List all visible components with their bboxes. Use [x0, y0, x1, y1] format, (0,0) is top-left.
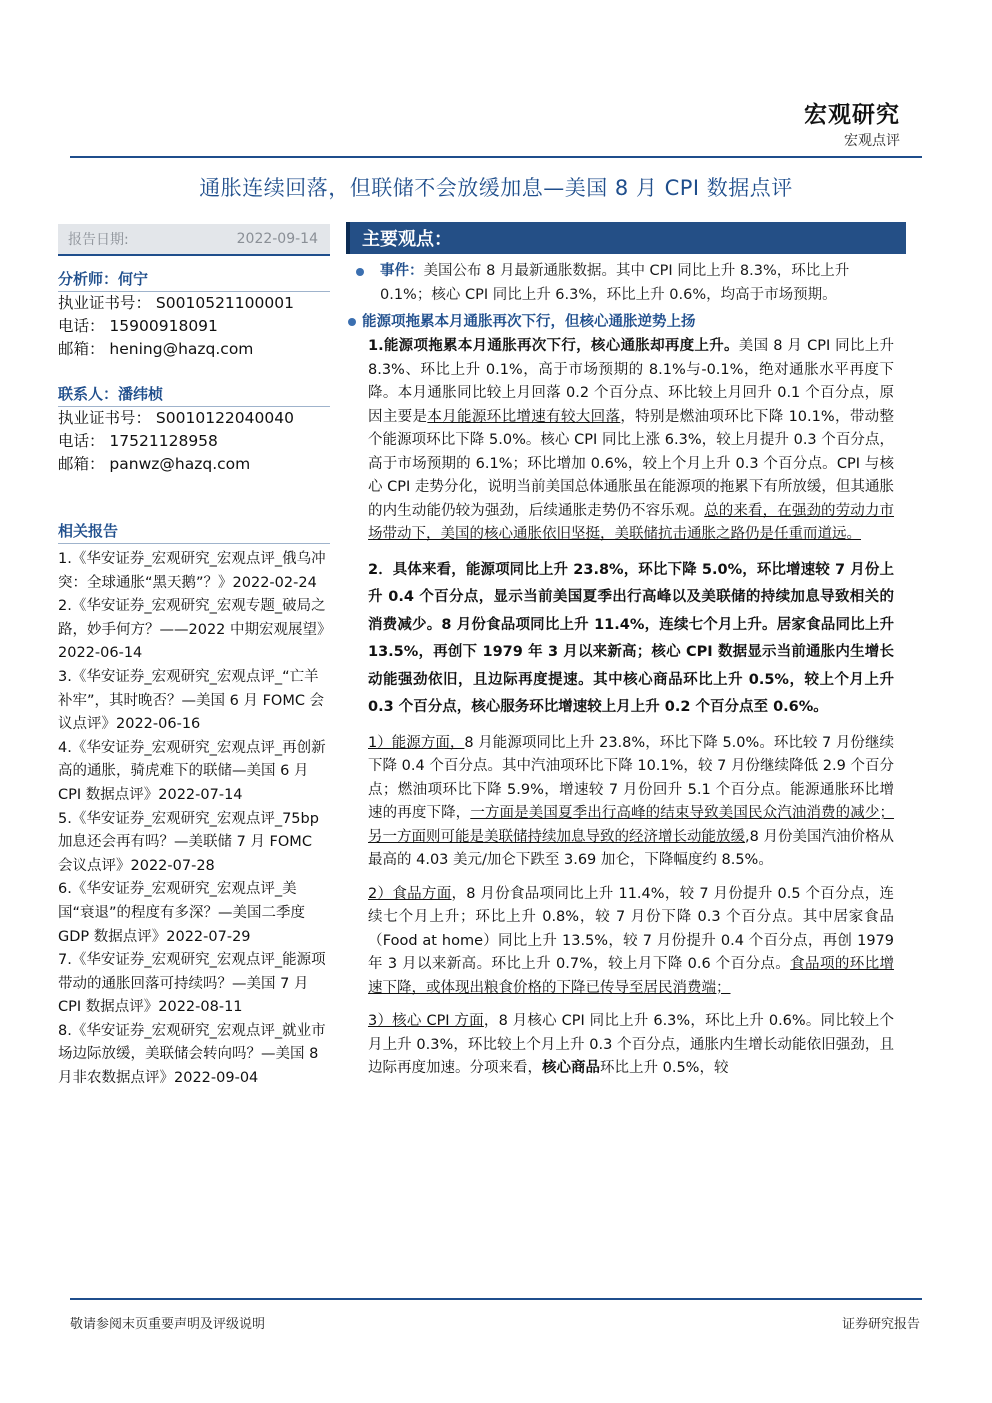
energy-text-a: 8 月能源项同比上升 23.8%，环比下降 5.0%。环比较 7 月份继续下降 0.4 个百分点。其中汽油项环比下降 10.1%，较 7 月份继续降低 2.9 个百分点；燃油项环比下降 5.9%，增速较 7 月份回升 5.1 个百分点。能源通胀环比增速的再度下降， — [368, 734, 894, 821]
contact-block — [58, 383, 330, 476]
header-rule — [70, 156, 922, 158]
related-item[interactable]: 8.《华安证券_宏观研究_宏观点评_就业市场边际放缓，美联储会转向吗？—美国 8 月非农数据点评》2022-09-04 — [58, 1022, 326, 1087]
event-text: 美国公布 8 月最新通胀数据。其中 CPI 同比上升 8.3%，环比上升 0.1%；核心 CPI 同比上升 6.3%，环比上升 0.6%，均高于市场预期。 — [380, 263, 850, 303]
paragraph-core-cpi — [346, 1010, 906, 1081]
section-heading-text: 能源项拖累本月通胀再次下行，但核心通胀逆势上扬 — [362, 314, 696, 330]
main-content — [346, 222, 906, 1081]
related-item[interactable]: 4.《华安证券_宏观研究_宏观点评_再创新高的通胀，骑虎难下的联储—美国 6 月 CPI 数据点评》2022-07-14 — [58, 739, 326, 803]
contact-head: 联系人：潘纬桢 — [58, 383, 330, 407]
core-bold: 核心商品 — [542, 1060, 600, 1076]
related-item[interactable]: 2.《华安证券_宏观研究_宏观专题_破局之路，妙手何方？——2022 中期宏观展望》2022-06-14 — [58, 598, 326, 662]
food-label: 2）食品方面 — [368, 885, 452, 902]
bullet-dot-icon — [356, 268, 364, 276]
paragraph-1 — [346, 335, 906, 547]
header-subtitle: 宏观点评 — [844, 133, 900, 149]
contact-cert: 执业证书号： S0010122040040 — [58, 409, 294, 427]
p1-text-b: ，特别是燃油项环比下降 10.1%，带动整个能源项环比下降 5.0%。核心 CPI 同比上涨 6.3%，较上月提升 0.3 个百分点，高于市场预期的 6.1%；环比增加 0.6%，较上个月上升 0.3 个百分点。CPI 与核心 CPI 走势分化，说明当前美国总体通胀虽在能源项的拖累下有所放缓，但其通胀的内生动能仍较为强劲，后续通胀走势仍不容乐观。 — [368, 408, 895, 519]
related-head: 相关报告 — [58, 520, 330, 544]
core-label: 3）核心 CPI 方面 — [368, 1013, 484, 1029]
analyst-phone: 电话： 15900918091 — [58, 317, 218, 335]
related-item[interactable]: 3.《华安证券_宏观研究_宏观点评_“亡羊补牢”，其时晚否？—美国 6 月 FOMC 会议点评》2022-06-16 — [58, 668, 325, 733]
analyst-block — [58, 268, 330, 361]
footer-rule — [70, 1298, 922, 1300]
section-heading — [346, 311, 906, 333]
p1-underline-1: 本月能源环比增速有较大回落 — [427, 408, 621, 425]
contact-phone: 电话： 17521128958 — [58, 432, 218, 450]
document-title: 通胀连续回落，但联储不会放缓加息—美国 8 月 CPI 数据点评 — [199, 176, 793, 200]
bullet-dot-icon — [348, 318, 356, 326]
energy-label: 1）能源方面， — [368, 734, 465, 751]
report-date-value: 2022-09-14 — [236, 231, 318, 247]
report-date-bar — [58, 224, 330, 256]
contact-email: 邮箱： panwz@hazq.com — [58, 455, 251, 473]
event-bullet — [346, 260, 906, 307]
p1-lead: 1.能源项拖累本月通胀再次下行，核心通胀却再度上升。 — [368, 338, 739, 354]
main-points-bar: 主要观点： — [346, 222, 906, 254]
footer-report-type: 证券研究报告 — [841, 1317, 920, 1332]
food-underline: 食品项的环比增速下降，或体现出粮食价格的下降已传导至居民消费端； — [368, 956, 895, 996]
energy-underline: 一方面是美国夏季出行高峰的结束导致美国民众汽油消费的减少；另一方面则可能是美联储持续加息导致的经济增长动能放缓 — [368, 805, 895, 845]
p1-text-a: 美国 8 月 CPI 同比上升 8.3%、环比上升 0.1%，高于市场预期的 8.1%与-0.1%，绝对通胀水平再度下降。本月通胀同比较上月回落 0.2 个百分点、环比较上月回升 0.1 个百分点，原因主要是 — [368, 338, 894, 425]
related-list — [58, 548, 330, 1091]
header-title: 宏观研究 — [804, 101, 900, 128]
food-text-a: ，8 月份食品项同比上升 11.4%，较 7 月份提升 0.5 个百分点，连续七个月上升；环比上升 0.8%，较 7 月份下降 0.3 个百分点。其中居家食品（Food at home）同比上升 13.5%，较 7 月份提升 0.4 个百分点，再创 1979 年 3 月以来新高。环比上升 0.7%，较上月下降 0.6 个百分点。 — [368, 885, 894, 972]
analyst-cert: 执业证书号： S0010521100001 — [58, 294, 294, 312]
paragraph-2: 2．具体来看，能源项同比上升 23.8%，环比下降 5.0%，环比增速较 7 月份上升 0.4 个百分点，显示当前美国夏季出行高峰以及美联储的持续加息导致相关的消费减少。8 月份食品项同比上升 11.4%，连续七个月上升。居家食品同比上升 13.5%，再创下 1979 年 3 月以来新高；核心 CPI 数据显示当前通胀内生增长动能强劲依旧，且边际再度提速。其中核心商品环比上升 0.5%，较上个月上升 0.3 个百分点，核心服务环比增速较上月上升 0.2 个百分点至 0.6%。 — [368, 561, 894, 715]
analyst-head: 分析师：何宁 — [58, 268, 330, 292]
paragraph-energy — [346, 732, 906, 873]
related-reports — [58, 520, 330, 1091]
related-item[interactable]: 6.《华安证券_宏观研究_宏观点评_美国“衰退”的程度有多深？—美国二季度 GDP 数据点评》2022-07-29 — [58, 881, 306, 945]
left-sidebar — [58, 224, 330, 1091]
energy-text-b: ,8 月份美国汽油价格从最高的 4.03 美元/加仑下跌至 3.69 加仑，下降幅度约 8.5%。 — [368, 828, 895, 868]
core-text-b: 环比上升 0.5%，较 — [600, 1060, 729, 1076]
footer-disclaimer: 敬请参阅末页重要声明及评级说明 — [70, 1317, 266, 1332]
related-item[interactable]: 5.《华安证券_宏观研究_宏观点评_75bp 加息还会再有吗？—美联储 7 月 FOMC 会议点评》2022-07-28 — [58, 810, 319, 874]
event-key: 事件： — [380, 263, 424, 279]
related-item[interactable]: 7.《华安证券_宏观研究_宏观点评_能源项带动的通胀回落可持续吗？—美国 7 月 CPI 数据点评》2022-08-11 — [58, 952, 326, 1016]
related-item[interactable]: 1.《华安证券_宏观研究_宏观点评_俄乌冲突：全球通胀“黑天鹅”？》2022-02-24 — [58, 551, 326, 591]
p1-underline-2: 总的来看，在强劲的劳动力市场带动下，美国的核心通胀依旧坚挺，美联储抗击通胀之路仍是任重而道远。 — [368, 502, 895, 542]
analyst-email: 邮箱： hening@hazq.com — [58, 340, 254, 358]
core-text-a: ，8 月核心 CPI 同比上升 6.3%，环比上升 0.6%。同比较上个月上升 0.3%，环比较上个月上升 0.3 个百分点，通胀内生增长动能依旧强劲，且边际再度加速。分项来看， — [368, 1013, 895, 1076]
report-date-label: 报告日期: — [68, 232, 129, 248]
paragraph-food — [346, 883, 906, 1001]
